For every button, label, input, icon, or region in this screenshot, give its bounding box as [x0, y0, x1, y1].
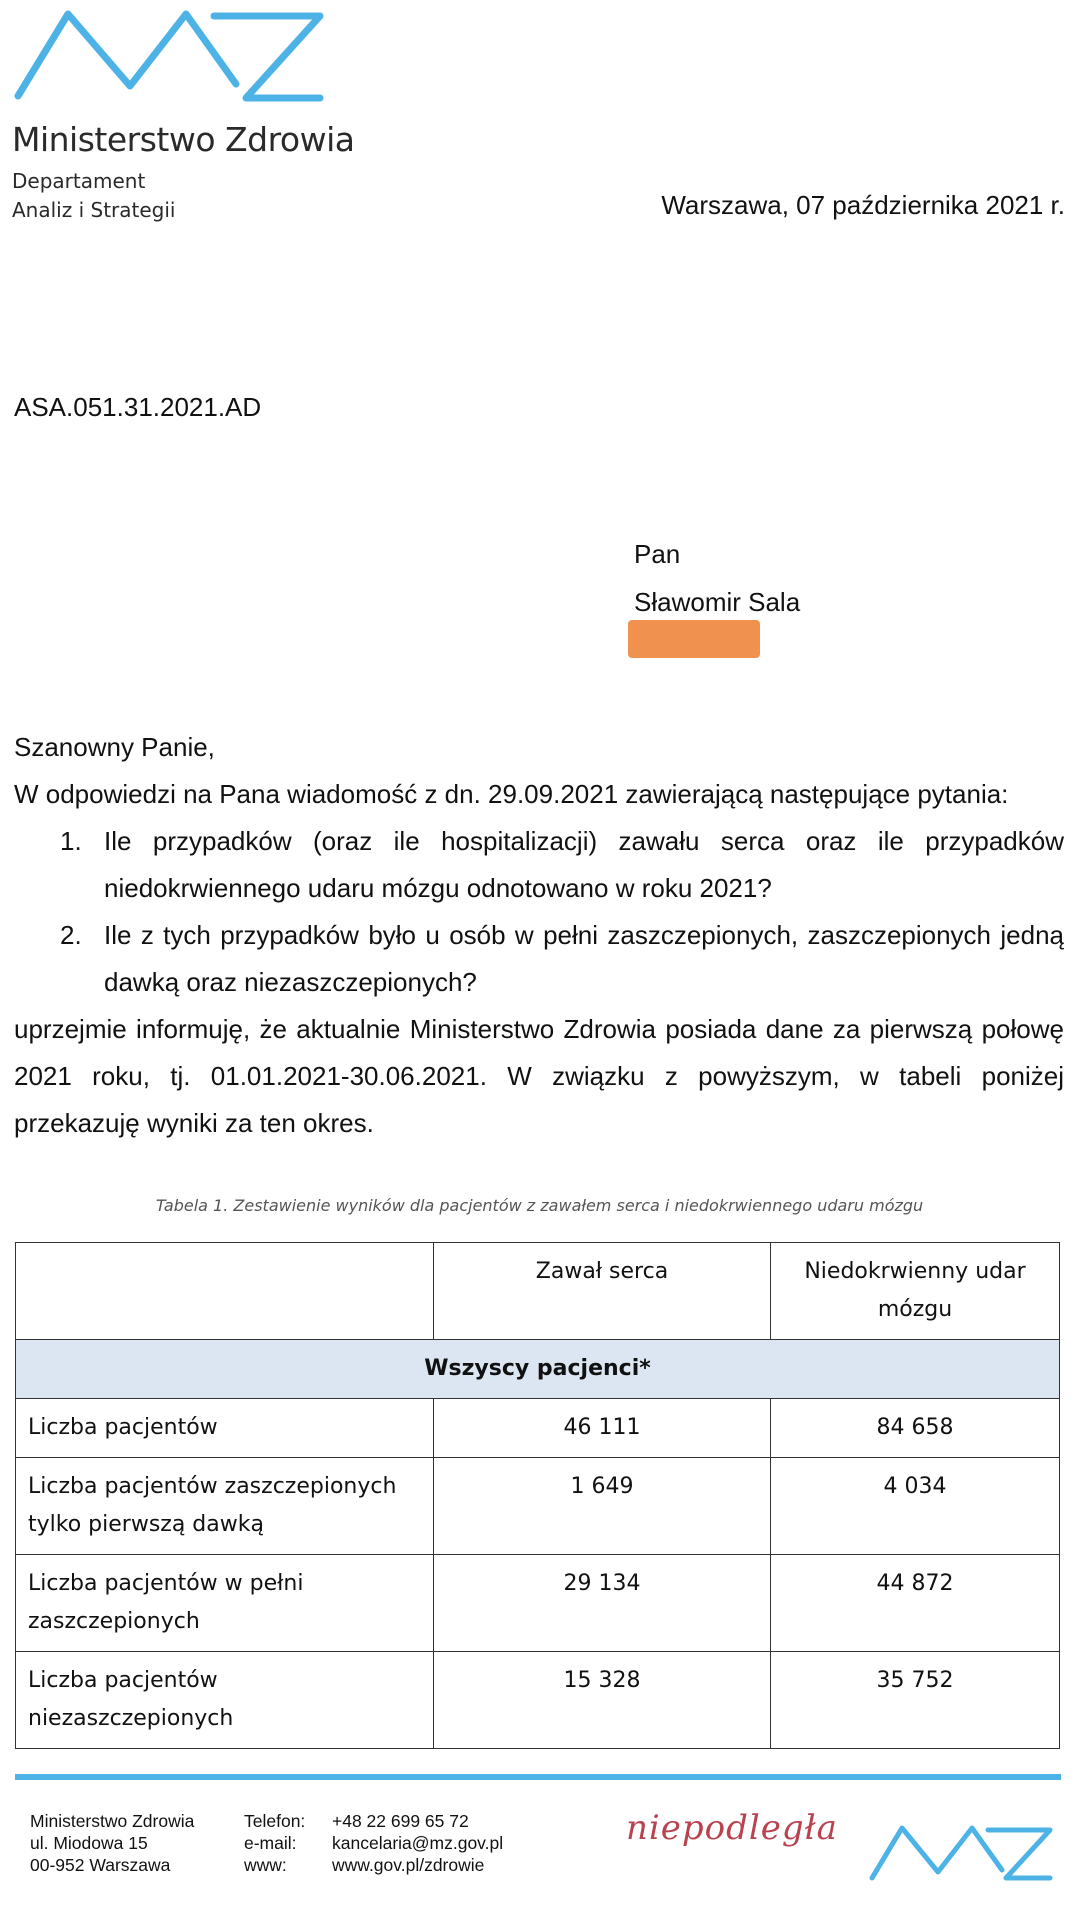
letter-date: Warszawa, 07 października 2021 r. — [661, 190, 1065, 220]
table-row — [16, 1399, 1060, 1458]
row-label: Liczba pacjentów zaszczepionych tylko pierwszą dawką — [16, 1458, 434, 1555]
footer-phone: +48 22 699 65 72 — [332, 1811, 469, 1831]
questions-list — [14, 818, 1064, 1006]
intro-paragraph: W odpowiedzi na Pana wiadomość z dn. 29.09.2021 zawierającą następujące pytania: — [14, 779, 1009, 809]
department-line-1: Departament — [12, 169, 146, 193]
table-caption: Tabela 1. Zestawienie wyników dla pacjentów z zawałem serca i niedokrwiennego udaru mózgu — [155, 1196, 924, 1215]
department-line-2: Analiz i Strategii — [12, 198, 176, 222]
footer-website: www.gov.pl/zdrowie — [332, 1855, 485, 1875]
header-cell-heart-attack: Zawał serca — [434, 1243, 771, 1340]
footer-contact-label: www: — [244, 1855, 287, 1875]
list-item-number: 2. — [60, 920, 82, 950]
footer-address-line: Ministerstwo Zdrowia — [30, 1811, 195, 1831]
list-item — [14, 818, 1064, 912]
heart-value: 46 111 — [434, 1399, 771, 1458]
stroke-value: 4 034 — [771, 1458, 1060, 1555]
recipient-block — [634, 530, 800, 626]
heart-value: 15 328 — [434, 1652, 771, 1749]
footer-contact-label: Telefon: — [244, 1811, 306, 1831]
group-label: Wszyscy pacjenci* — [16, 1340, 1060, 1399]
footer-contact-label: e-mail: — [244, 1833, 297, 1853]
reference-number: ASA.051.31.2021.AD — [14, 392, 262, 422]
row-label: Liczba pacjentów niezaszczepionych — [16, 1652, 434, 1749]
heart-value: 1 649 — [434, 1458, 771, 1555]
row-label: Liczba pacjentów — [16, 1399, 434, 1458]
list-item — [14, 912, 1064, 1006]
list-item-text: Ile przypadków (oraz ile hospitalizacji) zawału serca oraz ile przypadków niedokrwiennego udaru mózgu odnotowano w roku 2021? — [104, 826, 1064, 903]
results-table — [15, 1242, 1060, 1749]
footer-address-line: ul. Miodowa 15 — [30, 1833, 148, 1853]
table-row — [16, 1458, 1060, 1555]
footer-email: kancelaria@mz.gov.pl — [332, 1833, 504, 1853]
mz-logo-small-icon — [868, 1822, 1054, 1884]
footer-divider — [15, 1774, 1061, 1780]
redacted-address — [628, 620, 760, 658]
list-item-number: 1. — [60, 826, 82, 856]
footer-contact-labels — [244, 1810, 305, 1876]
stroke-value: 44 872 — [771, 1555, 1060, 1652]
greeting: Szanowny Panie, — [14, 732, 215, 762]
table-header-row — [16, 1243, 1060, 1340]
response-paragraph: uprzejmie informuję, że aktualnie Ministerstwo Zdrowia posiada dane za pierwszą połowę 2021 roku, tj. 01.01.2021-30.06.2021. W związku z powyższym, w tabeli poniżej przekazuję wyniki za ten okres. — [14, 1014, 1064, 1138]
department-name — [12, 167, 175, 225]
ministry-name: Ministerstwo Zdrowia — [12, 120, 355, 159]
footer-address-line: 00-952 Warszawa — [30, 1855, 171, 1875]
recipient-name: Sławomir Sala — [634, 587, 801, 617]
heart-value: 29 134 — [434, 1555, 771, 1652]
letter-body — [14, 724, 1064, 1147]
mz-logo-icon — [14, 6, 324, 102]
recipient-salutation: Pan — [634, 539, 681, 569]
niepodlegla-signature: niepodległa — [626, 1808, 838, 1848]
stroke-value: 35 752 — [771, 1652, 1060, 1749]
list-item-text: Ile z tych przypadków było u osób w pełni zaszczepionych, zaszczepionych jedną dawką oraz niezaszczepionych? — [104, 920, 1064, 997]
header-cell-empty — [16, 1243, 434, 1340]
table-row — [16, 1652, 1060, 1749]
row-label: Liczba pacjentów w pełni zaszczepionych — [16, 1555, 434, 1652]
table-row — [16, 1555, 1060, 1652]
table-group-row — [16, 1340, 1060, 1399]
footer-address — [30, 1810, 194, 1876]
stroke-value: 84 658 — [771, 1399, 1060, 1458]
footer-contact-values — [332, 1810, 503, 1876]
header-cell-stroke: Niedokrwienny udar mózgu — [771, 1243, 1060, 1340]
